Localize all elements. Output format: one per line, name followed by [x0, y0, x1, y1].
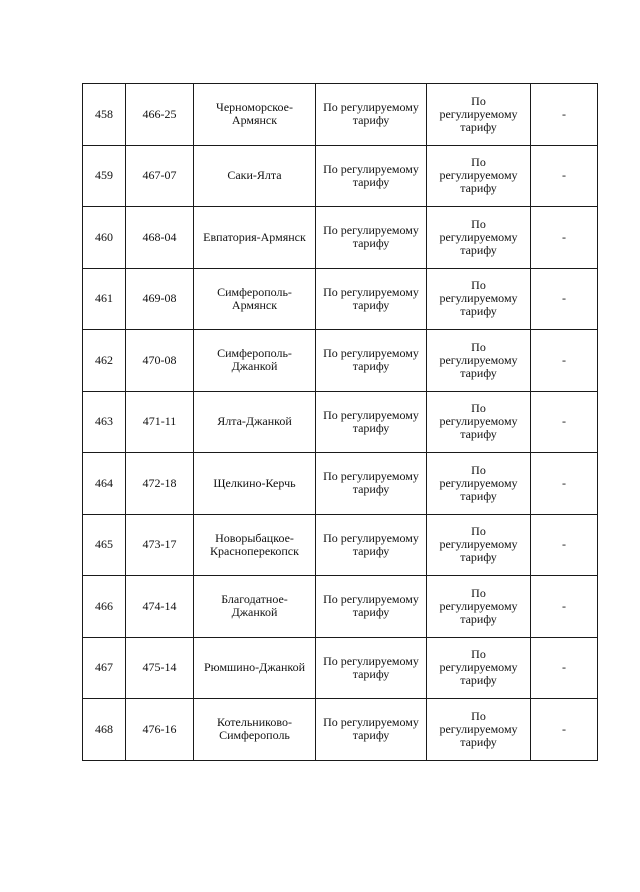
row-number-cell: 467	[83, 637, 126, 699]
tariff-cell-1: По регулируемому тарифу	[316, 145, 427, 207]
route-name-cell: Рюмшино-Джанкой	[194, 637, 316, 699]
route-code-cell: 474-14	[126, 576, 194, 638]
tariff-cell-1: По регулируемому тарифу	[316, 207, 427, 269]
route-code-cell: 476-16	[126, 699, 194, 761]
row-number-cell: 463	[83, 391, 126, 453]
table-row	[83, 391, 598, 453]
row-number-cell: 466	[83, 576, 126, 638]
row-number-cell: 468	[83, 699, 126, 761]
tariff-cell-1: По регулируемому тарифу	[316, 391, 427, 453]
dash-cell: -	[531, 576, 598, 638]
route-name-cell: Благодатное- Джанкой	[194, 576, 316, 638]
route-name-cell: Котельниково- Симферополь	[194, 699, 316, 761]
dash-cell: -	[531, 453, 598, 515]
route-code-cell: 468-04	[126, 207, 194, 269]
tariff-cell-2: По регулируемому тарифу	[427, 84, 531, 146]
dash-cell: -	[531, 330, 598, 392]
tariff-cell-2: По регулируемому тарифу	[427, 576, 531, 638]
table-row	[83, 330, 598, 392]
route-code-cell: 471-11	[126, 391, 194, 453]
tariff-cell-1: По регулируемому тарифу	[316, 453, 427, 515]
route-name-cell: Саки-Ялта	[194, 145, 316, 207]
dash-cell: -	[531, 268, 598, 330]
table-row	[83, 699, 598, 761]
tariff-cell-2: По регулируемому тарифу	[427, 699, 531, 761]
tariff-cell-2: По регулируемому тарифу	[427, 207, 531, 269]
route-name-cell: Симферополь- Армянск	[194, 268, 316, 330]
table-row	[83, 268, 598, 330]
routes-table	[82, 83, 598, 761]
row-number-cell: 460	[83, 207, 126, 269]
dash-cell: -	[531, 145, 598, 207]
row-number-cell: 462	[83, 330, 126, 392]
route-name-cell: Евпатория-Армянск	[194, 207, 316, 269]
row-number-cell: 464	[83, 453, 126, 515]
tariff-cell-2: По регулируемому тарифу	[427, 453, 531, 515]
tariff-cell-1: По регулируемому тарифу	[316, 330, 427, 392]
table-row	[83, 576, 598, 638]
tariff-cell-2: По регулируемому тарифу	[427, 514, 531, 576]
tariff-cell-2: По регулируемому тарифу	[427, 268, 531, 330]
table-row	[83, 453, 598, 515]
route-name-cell: Щелкино-Керчь	[194, 453, 316, 515]
route-name-cell: Новорыбацкое- Красноперекопск	[194, 514, 316, 576]
dash-cell: -	[531, 637, 598, 699]
dash-cell: -	[531, 514, 598, 576]
tariff-cell-1: По регулируемому тарифу	[316, 576, 427, 638]
dash-cell: -	[531, 699, 598, 761]
table-row	[83, 637, 598, 699]
table-row	[83, 84, 598, 146]
table-row	[83, 145, 598, 207]
tariff-cell-2: По регулируемому тарифу	[427, 145, 531, 207]
route-code-cell: 473-17	[126, 514, 194, 576]
table-row	[83, 207, 598, 269]
tariff-cell-2: По регулируемому тарифу	[427, 637, 531, 699]
route-code-cell: 466-25	[126, 84, 194, 146]
table-row	[83, 514, 598, 576]
row-number-cell: 459	[83, 145, 126, 207]
route-code-cell: 475-14	[126, 637, 194, 699]
tariff-cell-1: По регулируемому тарифу	[316, 514, 427, 576]
route-name-cell: Ялта-Джанкой	[194, 391, 316, 453]
dash-cell: -	[531, 391, 598, 453]
route-code-cell: 469-08	[126, 268, 194, 330]
dash-cell: -	[531, 84, 598, 146]
dash-cell: -	[531, 207, 598, 269]
row-number-cell: 461	[83, 268, 126, 330]
route-code-cell: 467-07	[126, 145, 194, 207]
routes-table-body	[83, 84, 598, 761]
tariff-cell-1: По регулируемому тарифу	[316, 637, 427, 699]
tariff-cell-1: По регулируемому тарифу	[316, 699, 427, 761]
route-code-cell: 470-08	[126, 330, 194, 392]
row-number-cell: 458	[83, 84, 126, 146]
tariff-cell-1: По регулируемому тарифу	[316, 268, 427, 330]
route-name-cell: Черноморское- Армянск	[194, 84, 316, 146]
tariff-cell-2: По регулируемому тарифу	[427, 330, 531, 392]
row-number-cell: 465	[83, 514, 126, 576]
route-code-cell: 472-18	[126, 453, 194, 515]
tariff-cell-1: По регулируемому тарифу	[316, 84, 427, 146]
tariff-cell-2: По регулируемому тарифу	[427, 391, 531, 453]
route-name-cell: Симферополь- Джанкой	[194, 330, 316, 392]
